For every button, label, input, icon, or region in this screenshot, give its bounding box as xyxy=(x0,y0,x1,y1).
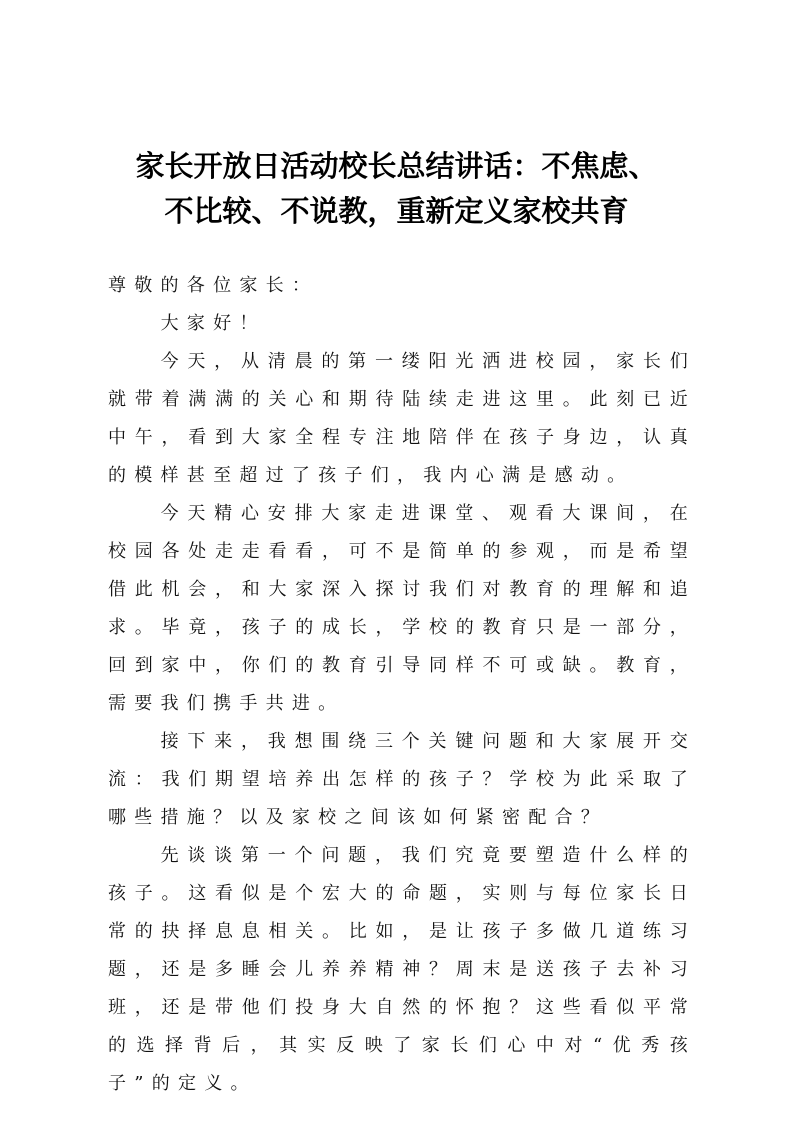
paragraph: 大家好！ xyxy=(160,313,266,334)
paragraph: 先谈谈第一个问题，我们究竟要塑造什么样的孩子。这看似是个宏大的命题，实则与每位家长日常的抉择息息相关。比如，是让孩子多做几道练习题，还是多睡会儿养养精神？周末是送孩子去补习班，还是带他们投身大自然的怀抱？这些看似平常的选择背后，其实反映了家长们心中对“优秀孩子”的定义。 xyxy=(108,845,696,1094)
paragraph: 今天精心安排大家走进课堂、观看大课间，在校园各处走走看看，可不是简单的参观，而是希望借此机会，和大家深入探讨我们对教育的理解和追求。毕竟，孩子的成长，学校的教育只是一部分，回到家中，你们的教育引导同样不可或缺。教育，需要我们携手共进。 xyxy=(108,503,696,714)
paragraph: 今天，从清晨的第一缕阳光洒进校园，家长们就带着满满的关心和期待陆续走进这里。此刻已近中午，看到大家全程专注地陪伴在孩子身边，认真的模样甚至超过了孩子们，我内心满是感动。 xyxy=(108,351,696,486)
document-title xyxy=(60,144,733,234)
document-body xyxy=(108,267,696,1103)
paragraph: 接下来，我想围绕三个关键问题和大家展开交流：我们期望培养出怎样的孩子？学校为此采取了哪些措施？以及家校之间该如何紧密配合？ xyxy=(108,731,696,828)
salutation: 尊敬的各位家长： xyxy=(108,275,319,296)
title-line-2: 不比较、不说教，重新定义家校共育 xyxy=(164,194,629,228)
title-line-1: 家长开放日活动校长总结讲话：不焦虑、 xyxy=(135,149,658,183)
